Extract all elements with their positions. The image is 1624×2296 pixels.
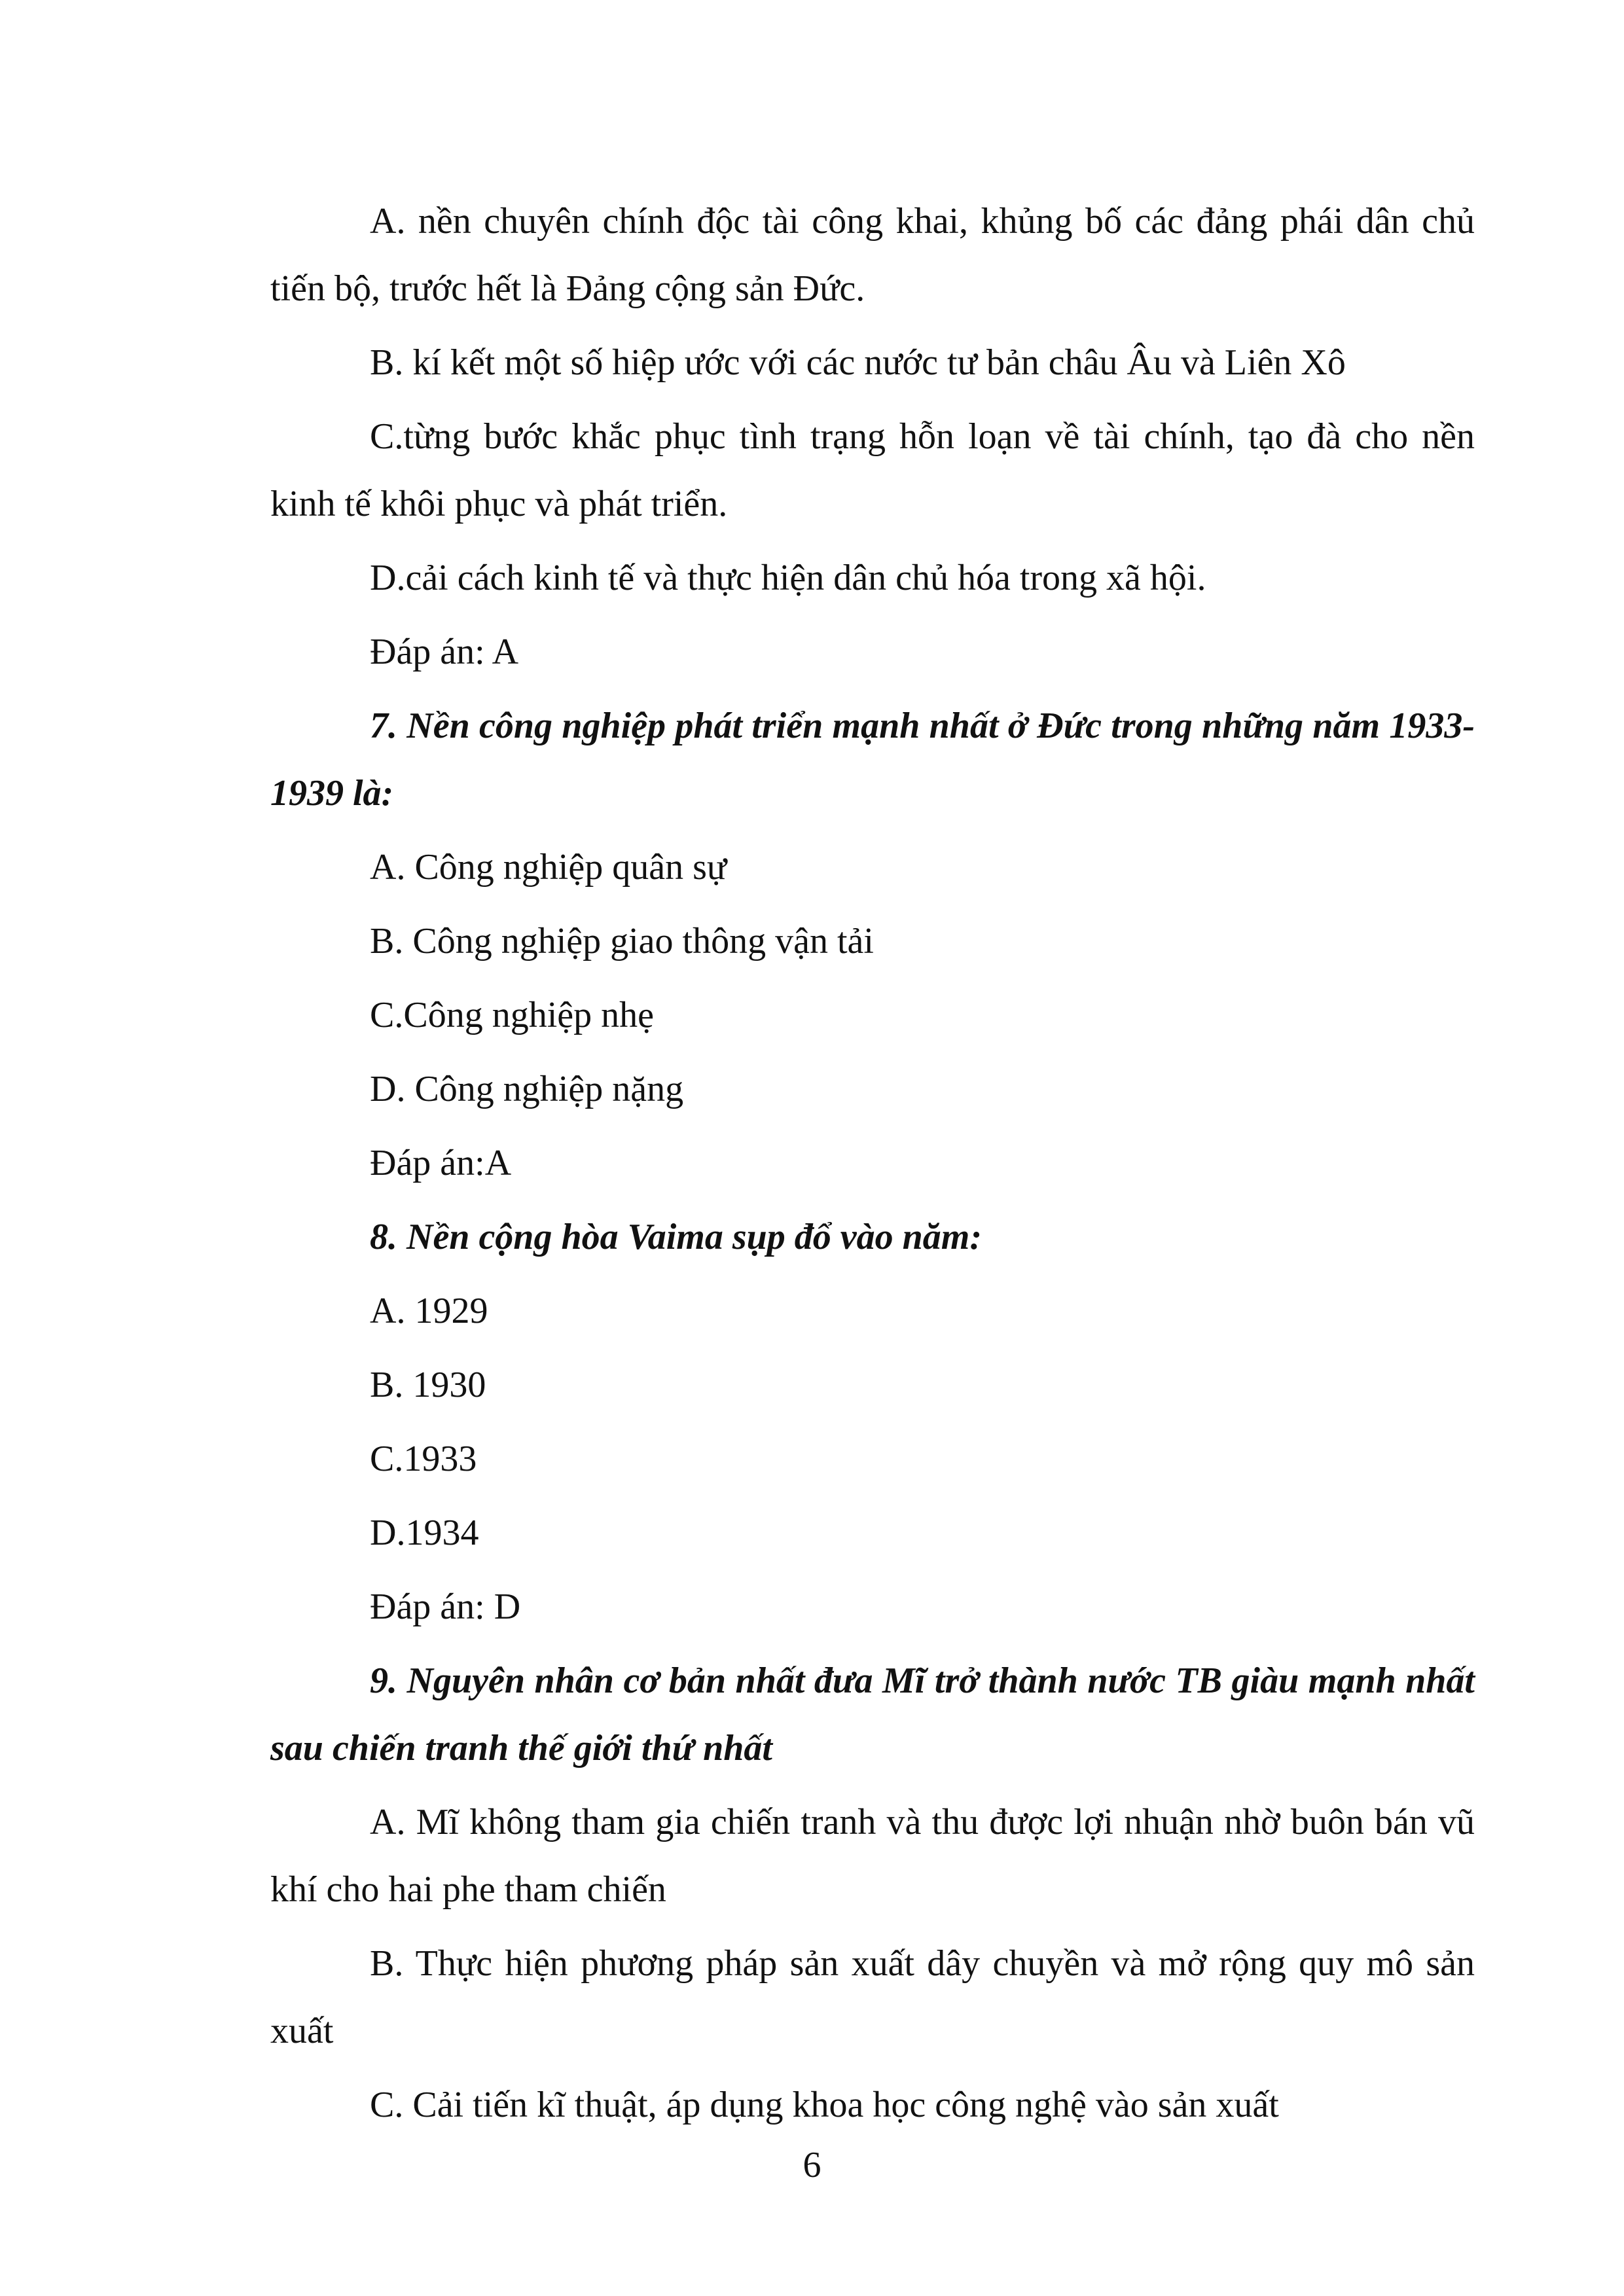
option-6d: D.cải cách kinh tế và thực hiện dân chủ hóa trong xã hội. [370, 558, 1206, 598]
option-8c: C.1933 [370, 1439, 477, 1479]
option-8a: A. 1929 [370, 1291, 488, 1331]
answer-7: Đáp án:A [370, 1143, 512, 1183]
option-8b: B. 1930 [370, 1365, 486, 1405]
option-6b: B. kí kết một số hiệp ước với các nước tư bản châu Âu và Liên Xô [370, 342, 1346, 383]
page-content [270, 188, 1475, 2145]
option-9b: B. Thực hiện phương pháp sản xuất dây chuyền và mở rộng quy mô sản xuất [270, 1943, 1475, 2051]
option-6c: C.từng bước khắc phục tình trạng hỗn loạn về tài chính, tạo đà cho nền kinh tế khôi phục và phát triển. [270, 416, 1475, 524]
option-6a: A. nền chuyên chính độc tài công khai, khủng bố các đảng phái dân chủ tiến bộ, trước hết là Đảng cộng sản Đức. [270, 201, 1475, 309]
option-7d: D. Công nghiệp nặng [370, 1069, 684, 1109]
option-8d: D.1934 [370, 1513, 479, 1553]
question-7: 7. Nền công nghiệp phát triển mạnh nhất ở Đức trong những năm 1933-1939 là: [270, 706, 1475, 814]
question-9: 9. Nguyên nhân cơ bản nhất đưa Mĩ trở thành nước TB giàu mạnh nhất sau chiến tranh thế giới thứ nhất [270, 1660, 1475, 1768]
option-9a: A. Mĩ không tham gia chiến tranh và thu được lợi nhuận nhờ buôn bán vũ khí cho hai phe tham chiến [270, 1802, 1475, 1910]
option-7a: A. Công nghiệp quân sự [370, 847, 727, 888]
question-8: 8. Nền cộng hòa Vaima sụp đổ vào năm: [370, 1217, 982, 1257]
option-7b: B. Công nghiệp giao thông vận tải [370, 921, 874, 961]
option-7c: C.Công nghiệp nhẹ [370, 995, 654, 1035]
answer-8: Đáp án: D [370, 1587, 521, 1627]
answer-6: Đáp án: A [370, 632, 519, 672]
option-9c: C. Cải tiến kĩ thuật, áp dụng khoa học công nghệ vào sản xuất [370, 2085, 1279, 2125]
page-number: 6 [803, 2145, 821, 2185]
